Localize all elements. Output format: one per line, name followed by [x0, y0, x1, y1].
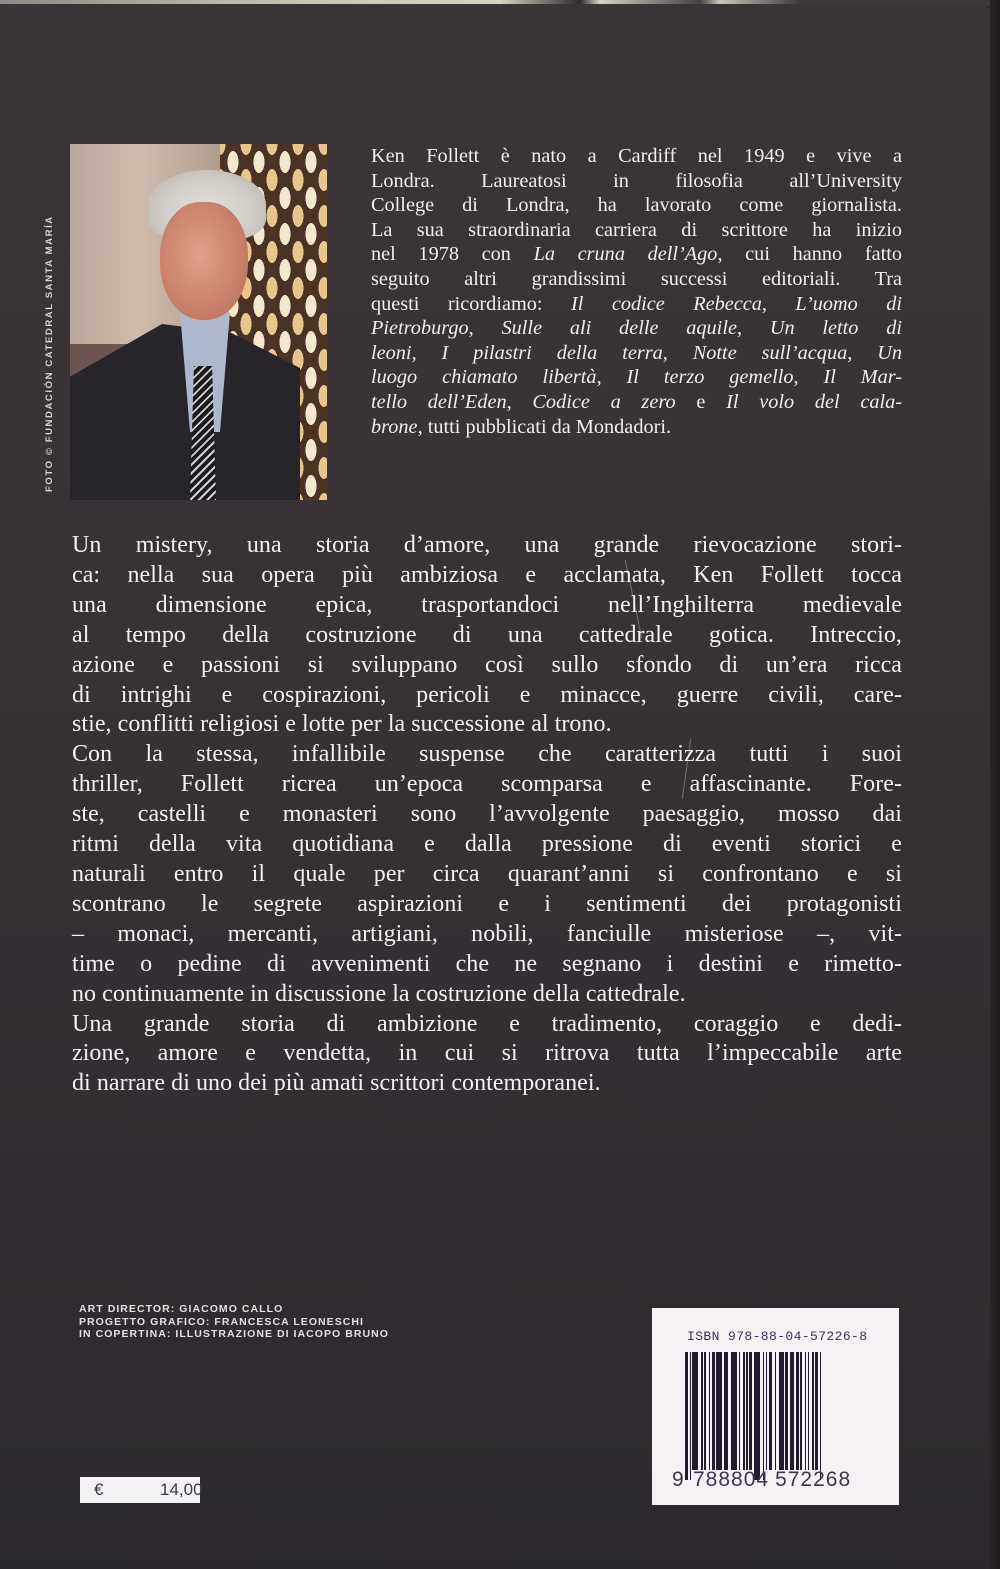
synopsis-line: stie, conflitti religiosi e lotte per la successione al trono. — [72, 711, 612, 738]
bio-text: nel 1978 con — [371, 243, 534, 266]
book-title: brone — [371, 415, 418, 438]
book-back-cover — [0, 4, 993, 1569]
bio-line — [371, 193, 902, 218]
isbn-text: ISBN 978-88-04-57226-8 — [687, 1329, 868, 1344]
ean-group-2: 572268 — [775, 1468, 852, 1491]
synopsis-line: naturali entro il quale per circa quarant’anni si confrontano e si — [72, 860, 902, 887]
book-synopsis — [72, 531, 902, 1099]
bio-line — [371, 218, 902, 243]
synopsis-line: ca: nella sua opera più ambiziosa e acclamata, Ken Follett tocca — [72, 561, 902, 588]
bio-text: , tutti pubblicati da Mondadori. — [417, 415, 672, 438]
bio-line — [371, 316, 902, 341]
cover-edge-shadow — [990, 0, 1000, 1569]
price-value: 14,00 — [160, 1480, 203, 1499]
ean-group-1: 788804 — [693, 1468, 770, 1491]
book-title: Codice a zero — [532, 390, 676, 413]
synopsis-line: di narrare di uno dei più amati scrittori contemporanei. — [72, 1070, 601, 1097]
synopsis-line: time o pedine di avvenimenti che ne segnano i destini e rimetto- — [72, 950, 902, 977]
photo-credit: FOTO © FUNDACIÓN CATEDRAL SANTA MARÍA — [44, 215, 55, 492]
bio-text: , — [411, 341, 442, 364]
bio-text: Ken Follett è nato a Cardiff nel 1949 e vive a — [371, 145, 902, 167]
author-bio — [371, 144, 902, 439]
bio-text: seguito altri grandissimi successi editoriali. Tra — [371, 267, 902, 290]
synopsis-line: no continuamente in discussione la costruzione della cattedrale. — [72, 980, 686, 1007]
bio-line — [371, 169, 902, 194]
synopsis-line: di intrighi e cospirazioni, pericoli e minacce, guerre civili, care- — [72, 681, 902, 708]
credit-cover-illustration: IN COPERTINA: ILLUSTRAZIONE DI IACOPO BRUNO — [79, 1328, 389, 1341]
bio-line — [371, 144, 902, 169]
bio-text: , — [761, 292, 796, 315]
synopsis-line: Una grande storia di ambizione e tradimento, coraggio e dedi- — [72, 1010, 902, 1037]
bio-text: , — [506, 390, 533, 413]
book-title: Pietroburgo — [371, 317, 469, 340]
bio-text: , — [468, 317, 502, 340]
photo-face — [160, 202, 248, 320]
bio-line — [371, 341, 902, 366]
book-title: L’uomo di — [795, 292, 903, 315]
book-title: Il volo del cala- — [726, 390, 902, 413]
credit-art-director: ART DIRECTOR: GIACOMO CALLO — [79, 1303, 284, 1315]
synopsis-line: ritmi della vita quotidiana e dalla pressione di eventi storici e — [72, 831, 902, 858]
book-title: Il codice Rebecca — [570, 292, 762, 315]
euro-icon: € — [94, 1480, 104, 1499]
photo-tie — [190, 366, 216, 500]
production-credits — [79, 1303, 389, 1341]
author-photo — [70, 144, 327, 500]
synopsis-line: azione e passioni si sviluppano così sullo sfondo di un’era ricca — [72, 651, 902, 678]
synopsis-line: – monaci, mercanti, artigiani, nobili, fanciulle misteriose –, vit- — [72, 920, 902, 947]
ean-first-digit: 9 — [672, 1468, 685, 1491]
book-title: Un letto di — [769, 317, 902, 340]
synopsis-line: al tempo della costruzione di una cattedrale gotica. Intreccio, — [72, 621, 902, 648]
bio-line — [371, 292, 902, 317]
bio-text: , — [596, 366, 627, 389]
synopsis-line: una dimensione epica, trasportandoci nell’Inghilterra medievale — [72, 591, 902, 618]
bio-text: , — [847, 341, 878, 364]
barcode-bar — [821, 1352, 823, 1470]
isbn-barcode-label — [652, 1308, 899, 1505]
bio-text: , — [736, 317, 770, 340]
synopsis-line: ste, castelli e monasteri sono l’avvolgente paesaggio, mosso dai — [72, 801, 902, 828]
price-label — [80, 1477, 203, 1503]
book-title: Il terzo gemello — [626, 366, 794, 389]
book-title: Sulle ali delle aquile — [501, 317, 737, 340]
ean-digits — [672, 1468, 887, 1492]
bio-line — [371, 415, 902, 440]
synopsis-line: scontrano le segrete aspirazioni e i sentimenti dei protagonisti — [72, 890, 902, 917]
bio-line — [371, 242, 902, 267]
bio-text: e — [675, 390, 727, 413]
book-title: tello dell’Eden — [371, 390, 507, 413]
book-title: leoni — [371, 341, 412, 364]
bio-text: La sua straordinaria carriera di scrittore ha inizio — [371, 218, 902, 241]
bio-text: questi ricordiamo: — [371, 292, 571, 315]
bio-text: Londra. Laureatosi in filosofia all’University — [371, 169, 902, 192]
bio-line — [371, 267, 902, 292]
synopsis-line: Un mistery, una storia d’amore, una grande rievocazione stori- — [72, 532, 902, 558]
synopsis-line: thriller, Follett ricrea un’epoca scomparsa e affascinante. Fore- — [72, 771, 902, 798]
book-title: Il Mar- — [823, 366, 903, 389]
bio-line — [371, 390, 902, 415]
book-title: luogo chiamato libertà — [371, 366, 597, 389]
bio-text: , — [793, 366, 824, 389]
barcode-bars — [685, 1352, 885, 1472]
book-title: Un — [877, 341, 903, 364]
bio-text: , cui hanno fatto — [717, 243, 902, 266]
bio-text: , — [662, 341, 693, 364]
synopsis-line: Con la stessa, infallibile suspense che caratterizza tutti i suoi — [72, 741, 902, 768]
bio-text: College di Londra, ha lavorato come giornalista. — [371, 194, 902, 217]
book-title: I pilastri della terra — [441, 341, 663, 364]
credit-graphic-design: PROGETTO GRAFICO: FRANCESCA LEONESCHI — [79, 1315, 365, 1328]
book-title: La cruna dell’Ago — [533, 243, 718, 266]
bio-line — [371, 365, 902, 390]
synopsis-line: zione, amore e vendetta, in cui si ritrova tutta l’impeccabile arte — [72, 1040, 902, 1067]
book-title: Notte sull’acqua — [692, 341, 848, 364]
